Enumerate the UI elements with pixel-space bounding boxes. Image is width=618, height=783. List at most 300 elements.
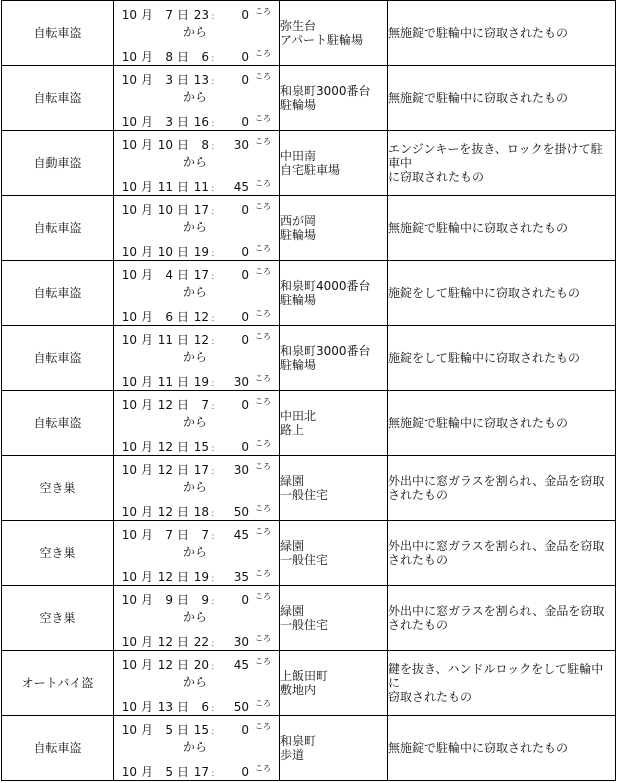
time-colon: ： [211, 467, 219, 476]
table-body [2, 1, 616, 781]
from-datetime [121, 133, 277, 151]
month-unit: 月 [140, 245, 153, 259]
month-unit: 月 [140, 138, 153, 152]
month-unit: 月 [140, 505, 153, 519]
time-colon: ： [211, 379, 219, 388]
minute-value: 30 [233, 463, 249, 477]
day-value: 10 [157, 245, 173, 259]
kara-label: から [182, 545, 207, 559]
day-unit: 日 [176, 505, 189, 519]
day-unit: 日 [176, 528, 189, 542]
month-value: 10 [121, 310, 137, 324]
day-value: 12 [157, 505, 173, 519]
month-value: 10 [121, 375, 137, 389]
hour-value: 17 [193, 765, 209, 779]
day-value: 12 [157, 658, 173, 672]
table-row [2, 131, 616, 196]
place-line: 緑園 [280, 474, 305, 488]
approx-label: ころ [255, 332, 271, 341]
table-row [2, 391, 616, 456]
crime-type-cell: 自動車盗 [2, 131, 114, 196]
kara-label: から [182, 740, 207, 754]
day-value: 3 [165, 115, 173, 129]
month-value: 10 [121, 73, 137, 87]
table-row [2, 586, 616, 651]
approx-label: ころ [255, 309, 271, 318]
place-line: 歩道 [280, 748, 305, 762]
month-value: 10 [121, 203, 137, 217]
hour-value: 9 [201, 593, 209, 607]
place-cell [280, 326, 388, 391]
table-row [2, 456, 616, 521]
crime-report-table [1, 0, 616, 781]
month-value: 10 [121, 593, 137, 607]
datetime-cell [114, 716, 280, 781]
time-colon: ： [211, 314, 219, 323]
datetime-cell [114, 326, 280, 391]
description-line: されたもの [388, 553, 449, 567]
approx-label: ころ [255, 722, 271, 731]
day-value: 7 [165, 8, 173, 22]
description-line: 無施錠で駐輪中に窃取されたもの [388, 741, 569, 755]
month-unit: 月 [140, 700, 153, 714]
minute-value: 0 [241, 8, 249, 22]
minute-value: 0 [241, 245, 249, 259]
place-line: 西が岡 [280, 214, 317, 228]
place-line: 敷地内 [280, 683, 317, 697]
approx-label: ころ [255, 592, 271, 601]
from-datetime [121, 263, 277, 281]
crime-type-cell: 自転車盗 [2, 326, 114, 391]
place-cell [280, 456, 388, 521]
hour-value: 16 [193, 115, 209, 129]
to-datetime [121, 695, 277, 713]
day-unit: 日 [176, 570, 189, 584]
description-cell [388, 651, 616, 716]
time-colon: ： [211, 444, 219, 453]
day-unit: 日 [176, 115, 189, 129]
description-line: 無施錠で駐輪中に窃取されたもの [388, 91, 569, 105]
description-line: 無施錠で駐輪中に窃取されたもの [388, 26, 569, 40]
hour-value: 7 [201, 528, 209, 542]
time-colon: ： [211, 337, 219, 346]
day-value: 10 [157, 138, 173, 152]
day-value: 7 [165, 528, 173, 542]
place-line: 緑園 [280, 539, 305, 553]
day-value: 12 [157, 635, 173, 649]
description-line: 外出中に窓ガラスを割られ、金品を窃取 [388, 604, 605, 618]
month-value: 10 [121, 138, 137, 152]
from-datetime [121, 653, 277, 671]
month-value: 10 [121, 398, 137, 412]
to-datetime [121, 565, 277, 583]
approx-label: ころ [255, 569, 271, 578]
from-datetime [121, 328, 277, 346]
time-colon: ： [211, 574, 219, 583]
to-datetime [121, 175, 277, 193]
datetime-cell [114, 651, 280, 716]
approx-label: ころ [255, 179, 271, 188]
month-unit: 月 [140, 73, 153, 87]
hour-value: 6 [201, 700, 209, 714]
approx-label: ころ [255, 202, 271, 211]
from-datetime [121, 588, 277, 606]
datetime-cell [114, 391, 280, 456]
day-value: 12 [157, 398, 173, 412]
time-colon: ： [211, 184, 219, 193]
place-line: 上飯田町 [280, 669, 329, 683]
minute-value: 0 [241, 268, 249, 282]
description-cell [388, 261, 616, 326]
day-unit: 日 [176, 50, 189, 64]
day-unit: 日 [176, 765, 189, 779]
minute-value: 30 [233, 138, 249, 152]
time-colon: ： [211, 769, 219, 778]
hour-value: 19 [193, 570, 209, 584]
datetime-cell [114, 456, 280, 521]
minute-value: 0 [241, 593, 249, 607]
month-unit: 月 [140, 635, 153, 649]
time-colon: ： [211, 54, 219, 63]
place-line: 和泉町 [280, 734, 317, 748]
month-value: 10 [121, 333, 137, 347]
crime-type-cell: 自転車盗 [2, 196, 114, 261]
time-colon: ： [211, 119, 219, 128]
approx-label: ころ [255, 699, 271, 708]
minute-value: 0 [241, 73, 249, 87]
datetime-cell [114, 1, 280, 66]
day-unit: 日 [176, 635, 189, 649]
month-value: 10 [121, 8, 137, 22]
day-value: 13 [157, 700, 173, 714]
day-value: 11 [157, 375, 173, 389]
time-colon: ： [211, 77, 219, 86]
description-line: されたもの [388, 618, 449, 632]
to-datetime [121, 760, 277, 778]
month-unit: 月 [140, 593, 153, 607]
description-line: 車中 [388, 156, 413, 170]
description-line: 鍵を抜き、ハンドルロックをして駐輪中 [388, 662, 604, 676]
time-colon: ： [211, 142, 219, 151]
approx-label: ころ [255, 764, 271, 773]
to-datetime [121, 435, 277, 453]
day-unit: 日 [176, 203, 189, 217]
table-row [2, 651, 616, 716]
month-unit: 月 [140, 463, 153, 477]
from-datetime [121, 68, 277, 86]
table-row [2, 1, 616, 66]
place-line: 中田南 [280, 149, 317, 163]
datetime-cell [114, 131, 280, 196]
day-unit: 日 [176, 398, 189, 412]
time-colon: ： [211, 597, 219, 606]
month-value: 10 [121, 765, 137, 779]
month-value: 10 [121, 723, 137, 737]
month-unit: 月 [140, 268, 153, 282]
place-line: 中田北 [280, 409, 317, 423]
place-line: 緑園 [280, 604, 305, 618]
month-value: 10 [121, 115, 137, 129]
datetime-cell [114, 261, 280, 326]
hour-value: 18 [193, 505, 209, 519]
place-line: 一般住宅 [280, 553, 329, 567]
day-value: 9 [165, 593, 173, 607]
from-datetime [121, 393, 277, 411]
place-line: 一般住宅 [280, 488, 329, 502]
from-datetime [121, 523, 277, 541]
minute-value: 30 [233, 375, 249, 389]
datetime-cell [114, 521, 280, 586]
place-line: 路上 [280, 423, 305, 437]
crime-type-cell: 空き巣 [2, 456, 114, 521]
minute-value: 0 [241, 765, 249, 779]
month-value: 10 [121, 658, 137, 672]
description-cell [388, 66, 616, 131]
day-value: 5 [165, 765, 173, 779]
time-colon: ： [211, 207, 219, 216]
day-unit: 日 [176, 73, 189, 87]
place-line: 自宅駐車場 [280, 163, 341, 177]
kara-label: から [182, 480, 207, 494]
hour-value: 15 [193, 723, 209, 737]
place-line: アパート駐輪場 [280, 33, 364, 47]
approx-label: ころ [255, 137, 271, 146]
crime-type-cell: 自転車盗 [2, 716, 114, 781]
kara-label: から [182, 285, 207, 299]
day-unit: 日 [176, 700, 189, 714]
minute-value: 50 [233, 505, 249, 519]
hour-value: 11 [193, 180, 209, 194]
time-colon: ： [211, 704, 219, 713]
hour-value: 12 [193, 310, 209, 324]
description-cell [388, 131, 616, 196]
description-line: されたもの [388, 488, 449, 502]
hour-value: 6 [201, 50, 209, 64]
minute-value: 45 [233, 180, 249, 194]
month-value: 10 [121, 528, 137, 542]
day-value: 3 [165, 73, 173, 87]
to-datetime [121, 240, 277, 258]
month-unit: 月 [140, 180, 153, 194]
place-line: 駐輪場 [280, 293, 317, 307]
place-cell [280, 196, 388, 261]
time-colon: ： [211, 272, 219, 281]
kara-label: から [182, 220, 207, 234]
place-cell [280, 131, 388, 196]
minute-value: 0 [241, 723, 249, 737]
crime-type-cell: オートバイ盗 [2, 651, 114, 716]
description-line: 無施錠で駐輪中に窃取されたもの [388, 416, 569, 430]
description-cell [388, 521, 616, 586]
time-colon: ： [211, 402, 219, 411]
hour-value: 7 [201, 398, 209, 412]
kara-label: から [182, 90, 207, 104]
crime-type-cell: 自転車盗 [2, 391, 114, 456]
crime-type-cell: 空き巣 [2, 521, 114, 586]
table-row [2, 716, 616, 781]
description-line: 窃取されたもの [388, 690, 473, 704]
day-value: 12 [157, 570, 173, 584]
month-unit: 月 [140, 333, 153, 347]
day-unit: 日 [176, 593, 189, 607]
table-row [2, 521, 616, 586]
month-unit: 月 [140, 765, 153, 779]
day-value: 11 [157, 180, 173, 194]
from-datetime [121, 198, 277, 216]
hour-value: 20 [193, 658, 209, 672]
approx-label: ころ [255, 634, 271, 643]
table-row [2, 66, 616, 131]
month-unit: 月 [140, 50, 153, 64]
hour-value: 17 [193, 463, 209, 477]
kara-label: から [182, 350, 207, 364]
table-row [2, 326, 616, 391]
hour-value: 17 [193, 203, 209, 217]
day-value: 5 [165, 723, 173, 737]
place-line: 弥生台 [280, 19, 317, 33]
minute-value: 0 [241, 310, 249, 324]
minute-value: 0 [241, 440, 249, 454]
month-value: 10 [121, 50, 137, 64]
day-value: 6 [165, 310, 173, 324]
minute-value: 45 [233, 658, 249, 672]
time-colon: ： [211, 532, 219, 541]
description-line: 外出中に窓ガラスを割られ、金品を窃取 [388, 474, 605, 488]
time-colon: ： [211, 662, 219, 671]
month-value: 10 [121, 700, 137, 714]
month-unit: 月 [140, 115, 153, 129]
hour-value: 15 [193, 440, 209, 454]
time-colon: ： [211, 249, 219, 258]
month-unit: 月 [140, 375, 153, 389]
place-line: 駐輪場 [280, 228, 317, 242]
description-cell [388, 456, 616, 521]
day-unit: 日 [176, 268, 189, 282]
description-line: 無施錠で駐輪中に窃取されたもの [388, 221, 569, 235]
place-cell [280, 391, 388, 456]
month-unit: 月 [140, 310, 153, 324]
table-row [2, 196, 616, 261]
place-cell [280, 261, 388, 326]
place-cell [280, 651, 388, 716]
hour-value: 8 [201, 138, 209, 152]
minute-value: 30 [233, 635, 249, 649]
place-cell [280, 521, 388, 586]
description-line: 外出中に窓ガラスを割られ、金品を窃取 [388, 539, 605, 553]
description-cell [388, 1, 616, 66]
table-row [2, 261, 616, 326]
approx-label: ころ [255, 504, 271, 513]
approx-label: ころ [255, 49, 271, 58]
from-datetime [121, 458, 277, 476]
day-unit: 日 [176, 333, 189, 347]
place-cell [280, 586, 388, 651]
crime-type-cell: 自転車盗 [2, 66, 114, 131]
description-cell [388, 586, 616, 651]
kara-label: から [182, 610, 207, 624]
day-value: 4 [165, 268, 173, 282]
place-line: 駐輪場 [280, 98, 317, 112]
day-value: 11 [157, 333, 173, 347]
day-unit: 日 [176, 8, 189, 22]
datetime-cell [114, 586, 280, 651]
to-datetime [121, 110, 277, 128]
kara-label: から [182, 25, 207, 39]
description-cell [388, 391, 616, 456]
hour-value: 19 [193, 375, 209, 389]
time-colon: ： [211, 509, 219, 518]
from-datetime [121, 718, 277, 736]
hour-value: 13 [193, 73, 209, 87]
day-unit: 日 [176, 463, 189, 477]
day-unit: 日 [176, 180, 189, 194]
approx-label: ころ [255, 397, 271, 406]
month-value: 10 [121, 245, 137, 259]
kara-label: から [182, 155, 207, 169]
minute-value: 45 [233, 528, 249, 542]
month-unit: 月 [140, 658, 153, 672]
description-line: 施錠をして駐輪中に窃取されたもの [388, 351, 581, 365]
day-value: 10 [157, 203, 173, 217]
description-line: 施錠をして駐輪中に窃取されたもの [388, 286, 581, 300]
month-value: 10 [121, 505, 137, 519]
place-line: 駐輪場 [280, 358, 317, 372]
approx-label: ころ [255, 462, 271, 471]
description-cell [388, 326, 616, 391]
from-datetime [121, 3, 277, 21]
month-unit: 月 [140, 203, 153, 217]
place-cell [280, 1, 388, 66]
description-cell [388, 196, 616, 261]
month-value: 10 [121, 268, 137, 282]
description-line: に窃取されたもの [388, 170, 485, 184]
time-colon: ： [211, 12, 219, 21]
description-cell [388, 716, 616, 781]
datetime-cell [114, 196, 280, 261]
place-line: 和泉町3000番台 [280, 344, 371, 358]
hour-value: 22 [193, 635, 209, 649]
day-unit: 日 [176, 440, 189, 454]
description-line: エンジンキーを抜き、ロックを掛けて駐 [388, 142, 603, 156]
month-value: 10 [121, 635, 137, 649]
hour-value: 19 [193, 245, 209, 259]
minute-value: 50 [233, 700, 249, 714]
time-colon: ： [211, 639, 219, 648]
kara-label: から [182, 415, 207, 429]
day-unit: 日 [176, 310, 189, 324]
month-value: 10 [121, 440, 137, 454]
place-line: 一般住宅 [280, 618, 329, 632]
day-value: 8 [165, 50, 173, 64]
crime-type-cell: 自転車盗 [2, 261, 114, 326]
day-value: 12 [157, 463, 173, 477]
kara-label: から [182, 675, 207, 689]
minute-value: 0 [241, 115, 249, 129]
month-unit: 月 [140, 398, 153, 412]
approx-label: ころ [255, 72, 271, 81]
approx-label: ころ [255, 267, 271, 276]
place-cell [280, 66, 388, 131]
month-value: 10 [121, 570, 137, 584]
datetime-cell [114, 66, 280, 131]
day-unit: 日 [176, 375, 189, 389]
minute-value: 0 [241, 203, 249, 217]
approx-label: ころ [255, 527, 271, 536]
day-unit: 日 [176, 658, 189, 672]
description-line: に [388, 676, 401, 690]
place-line: 和泉町3000番台 [280, 84, 371, 98]
to-datetime [121, 630, 277, 648]
